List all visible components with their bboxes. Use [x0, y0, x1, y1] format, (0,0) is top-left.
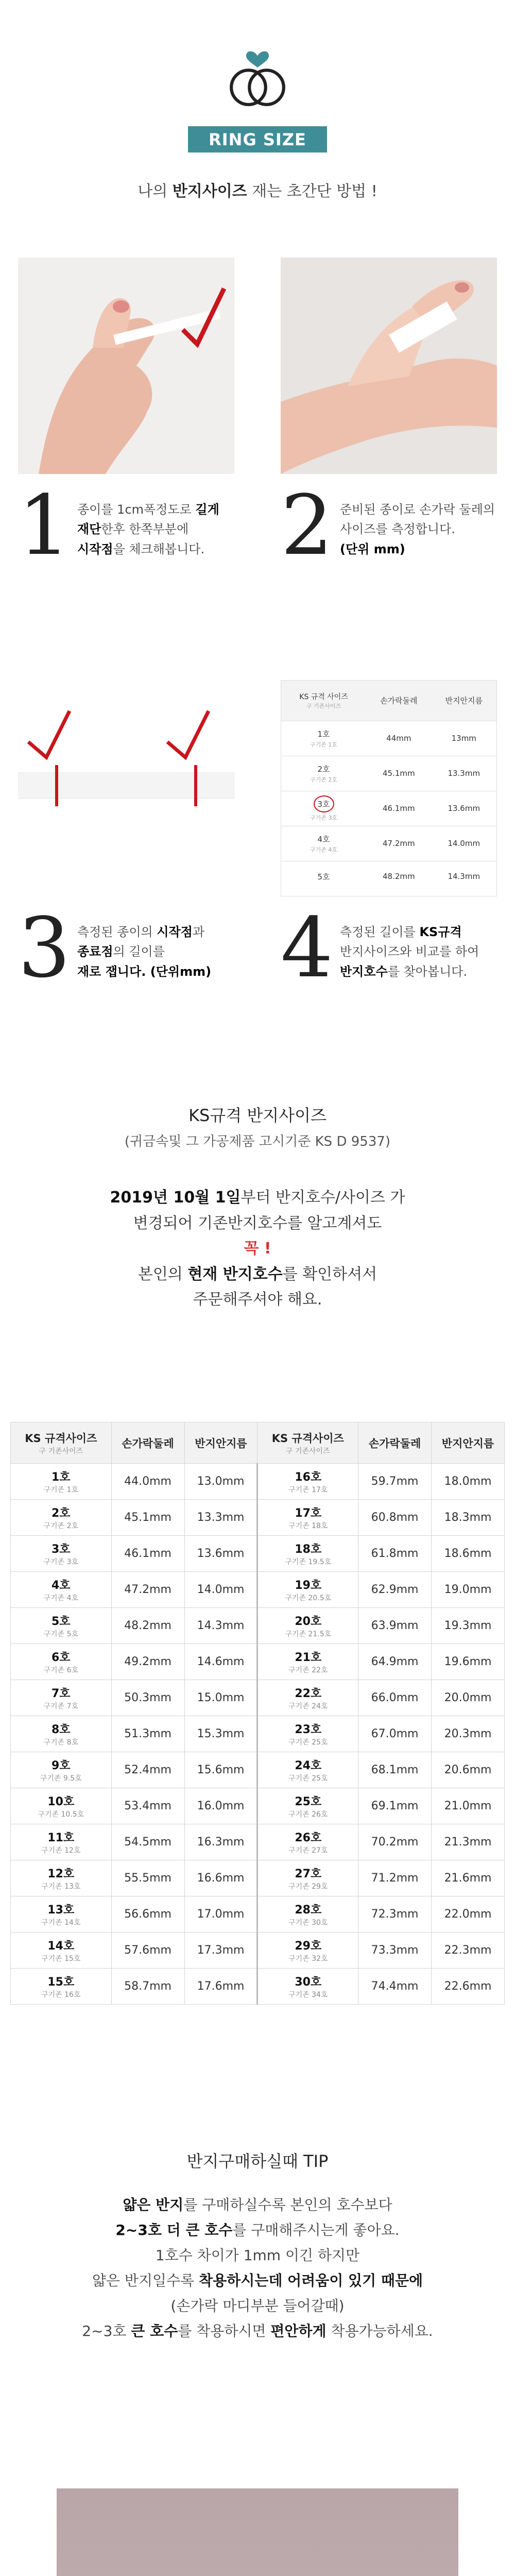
size-cell: 28호 구기존 30호	[258, 1896, 358, 1933]
diameter-cell: 19.3mm	[432, 1608, 505, 1644]
header-inner-diameter: 반지안지름	[432, 1422, 505, 1464]
size-cell: 6호 구기존 6호	[11, 1644, 112, 1680]
hand-with-paper-strip-image	[18, 258, 234, 474]
circumference-cell: 63.9mm	[358, 1608, 432, 1644]
size-cell: 29호 구기존 32호	[258, 1933, 358, 1969]
mini-header-diam: 반지안지름	[432, 681, 496, 721]
size-cell: 1호 구기존 1호	[11, 1464, 112, 1500]
size-cell: 14호 구기존 15호	[11, 1933, 112, 1969]
diameter-cell: 13.3mm	[184, 1500, 258, 1536]
diameter-cell: 15.6mm	[184, 1752, 258, 1788]
diameter-cell: 13.6mm	[184, 1536, 258, 1572]
step4-text: 측정된 길이를 KS규격 반지사이즈와 비교를 하여 반지호수를 찾아봅니다.	[340, 925, 479, 979]
diameter-cell: 15.3mm	[184, 1716, 258, 1752]
circumference-cell: 54.5mm	[111, 1824, 184, 1860]
size-cell: 27호 구기존 29호	[258, 1860, 358, 1896]
table-row	[11, 1464, 505, 1500]
size-cell: 3호 구기존 3호	[11, 1536, 112, 1572]
size-cell: 26호 구기존 27호	[258, 1824, 358, 1860]
step3-text: 측정된 종이의 시작점과 종료점의 길이를 재로 잽니다. (단위mm)	[77, 925, 212, 979]
table-row	[11, 1933, 505, 1969]
step3-photo	[18, 680, 234, 896]
diameter-cell: 18.0mm	[432, 1464, 505, 1500]
mini-row: 1호 구기존 1호 44mm 13mm	[281, 721, 496, 756]
circumference-cell: 56.6mm	[111, 1896, 184, 1933]
finger-wrapped-paper-image	[281, 258, 497, 474]
circumference-cell: 66.0mm	[358, 1680, 432, 1716]
circumference-cell: 47.2mm	[111, 1572, 184, 1608]
size-cell: 15호 구기존 16호	[11, 1969, 112, 2005]
header-ks-size: KS 규격사이즈 구 기존사이즈	[258, 1422, 358, 1464]
table-row	[11, 1572, 505, 1608]
step4-number: 4	[281, 900, 333, 996]
circumference-cell: 59.7mm	[358, 1464, 432, 1500]
circumference-cell: 64.9mm	[358, 1644, 432, 1680]
table-row	[11, 1788, 505, 1824]
size-cell: 11호 구기존 12호	[11, 1824, 112, 1860]
mini-size-table	[281, 681, 496, 892]
circumference-cell: 55.5mm	[111, 1860, 184, 1896]
circumference-cell: 44.0mm	[111, 1464, 184, 1500]
diameter-cell: 18.3mm	[432, 1500, 505, 1536]
table-row	[11, 1752, 505, 1788]
diameter-cell: 18.6mm	[432, 1536, 505, 1572]
size-cell: 5호 구기존 5호	[11, 1608, 112, 1644]
tip-text: 얇은 반지를 구매하실수록 본인의 호수보다 2~3호 더 큰 호수를 구매해주시는게 좋아요. 1호수 차이가 1mm 이긴 하지만 얇은 반지일수록 착용하시는데 어려움이 있기 때문에 (손가락 마디부분 들어갈때) 2~3호 큰 호수를 착용하시면 편안하게 착용가능하세요.	[82, 2196, 433, 2340]
ks-subtitle: (귀금속및 그 가공제품 고시기준 KS D 9537)	[124, 1134, 391, 1149]
size-cell: 17호 구기존 18호	[258, 1500, 358, 1536]
table-row	[11, 1644, 505, 1680]
size-cell: 19호 구기존 20.5호	[258, 1572, 358, 1608]
circumference-cell: 69.1mm	[358, 1788, 432, 1824]
diameter-cell: 19.0mm	[432, 1572, 505, 1608]
table-row	[11, 1500, 505, 1536]
table-header-row	[11, 1422, 505, 1464]
circumference-cell: 52.4mm	[111, 1752, 184, 1788]
step4-mini-table	[281, 680, 497, 896]
size-cell: 23호 구기존 25호	[258, 1716, 358, 1752]
mini-row: 2호 구기존 2호 45.1mm 13.3mm	[281, 756, 496, 791]
table-row	[11, 1969, 505, 2005]
circumference-cell: 51.3mm	[111, 1716, 184, 1752]
table-row	[11, 1608, 505, 1644]
size-cell: 20호 구기존 21.5호	[258, 1608, 358, 1644]
size-cell: 8호 구기존 8호	[11, 1716, 112, 1752]
step1-number: 1	[18, 477, 71, 573]
mini-row: 4호 구기존 4호 47.2mm 14.0mm	[281, 826, 496, 861]
size-cell: 18호 구기존 19.5호	[258, 1536, 358, 1572]
diameter-cell: 16.0mm	[184, 1788, 258, 1824]
step2-text: 준비된 종이로 손가락 둘레의 사이즈를 측정합니다. (단위 mm)	[340, 502, 495, 556]
diameter-cell: 22.3mm	[432, 1933, 505, 1969]
diameter-cell: 20.0mm	[432, 1680, 505, 1716]
diameter-cell: 20.6mm	[432, 1752, 505, 1788]
circumference-cell: 48.2mm	[111, 1608, 184, 1644]
diameter-cell: 21.0mm	[432, 1788, 505, 1824]
hands-rings-image	[57, 2488, 458, 2576]
highlight-circle: 3호	[314, 795, 334, 812]
circumference-cell: 58.7mm	[111, 1969, 184, 2005]
table-row	[11, 1860, 505, 1896]
tip-title: 반지구매하실때 TIP	[186, 2151, 329, 2171]
circumference-cell: 74.4mm	[358, 1969, 432, 2005]
ks-title: KS규격 반지사이즈	[188, 1106, 327, 1125]
table-row	[11, 1536, 505, 1572]
circumference-cell: 45.1mm	[111, 1500, 184, 1536]
diameter-cell: 16.3mm	[184, 1824, 258, 1860]
diameter-cell: 14.0mm	[184, 1572, 258, 1608]
diameter-cell: 17.6mm	[184, 1969, 258, 2005]
table-row	[11, 1896, 505, 1933]
circumference-cell: 60.8mm	[358, 1500, 432, 1536]
intro-text: 나의 반지사이즈 재는 초간단 방법 !	[138, 182, 377, 200]
circumference-cell: 62.9mm	[358, 1572, 432, 1608]
circumference-cell: 53.4mm	[111, 1788, 184, 1824]
circumference-cell: 46.1mm	[111, 1536, 184, 1572]
circumference-cell: 71.2mm	[358, 1860, 432, 1896]
header	[0, 0, 515, 201]
circumference-cell: 61.8mm	[358, 1536, 432, 1572]
diameter-cell: 14.3mm	[184, 1608, 258, 1644]
diameter-cell: 19.6mm	[432, 1644, 505, 1680]
step2-number: 2	[281, 477, 333, 573]
circumference-cell: 50.3mm	[111, 1680, 184, 1716]
table-row	[11, 1680, 505, 1716]
ks-size-table	[10, 1422, 505, 2005]
hands-with-rings-photo	[57, 2488, 458, 2576]
size-cell: 16호 구기존 17호	[258, 1464, 358, 1500]
size-cell: 4호 구기존 4호	[11, 1572, 112, 1608]
size-cell: 21호 구기존 22호	[258, 1644, 358, 1680]
diameter-cell: 22.6mm	[432, 1969, 505, 2005]
size-cell: 10호 구기존 10.5호	[11, 1788, 112, 1824]
diameter-cell: 17.0mm	[184, 1896, 258, 1933]
header-circumference: 손가락둘레	[111, 1422, 184, 1464]
mini-row-highlighted: 3호 구기존 3호 46.1mm 13.6mm	[281, 791, 496, 826]
size-cell: 25호 구기존 26호	[258, 1788, 358, 1824]
diameter-cell: 15.0mm	[184, 1680, 258, 1716]
diameter-cell: 20.3mm	[432, 1716, 505, 1752]
header-circumference: 손가락둘레	[358, 1422, 432, 1464]
header-inner-diameter: 반지안지름	[184, 1422, 258, 1464]
mini-row: 5호 48.2mm 14.3mm	[317, 872, 480, 882]
diameter-cell: 17.3mm	[184, 1933, 258, 1969]
mini-header-circ: 손가락둘레	[366, 681, 431, 721]
circumference-cell: 73.3mm	[358, 1933, 432, 1969]
size-cell: 24호 구기존 25호	[258, 1752, 358, 1788]
diameter-cell: 13.0mm	[184, 1464, 258, 1500]
circumference-cell: 67.0mm	[358, 1716, 432, 1752]
step1-photo	[18, 258, 234, 474]
size-cell: 2호 구기존 2호	[11, 1500, 112, 1536]
header-ks-size: KS 규격사이즈 구 기존사이즈	[11, 1422, 112, 1464]
size-cell: 9호 구기존 9.5호	[11, 1752, 112, 1788]
table-row	[11, 1824, 505, 1860]
ks-notice: 2019년 10월 1일부터 반지호수/사이즈 가 변경되어 기존반지호수를 알고계셔도 꼭 ! 본인의 현재 반지호수를 확인하셔서 주문해주셔야 해요.	[110, 1189, 405, 1309]
circumference-cell: 49.2mm	[111, 1644, 184, 1680]
size-cell: 22호 구기존 24호	[258, 1680, 358, 1716]
diameter-cell: 14.6mm	[184, 1644, 258, 1680]
size-cell: 13호 구기존 14호	[11, 1896, 112, 1933]
step3-number: 3	[18, 900, 71, 996]
paper-strip-markers-image	[18, 680, 234, 896]
circumference-cell: 70.2mm	[358, 1824, 432, 1860]
ring-size-banner: RING SIZE	[188, 126, 327, 152]
step2-photo	[281, 258, 497, 474]
circumference-cell: 72.3mm	[358, 1896, 432, 1933]
mini-header-ks: KS 규격 사이즈 구 기존사이즈	[281, 681, 366, 721]
circumference-cell: 68.1mm	[358, 1752, 432, 1788]
step1-text: 종이를 1cm폭정도로 길게 재단한후 한쪽부분에 시작점을 체크해봅니다.	[77, 502, 219, 556]
rings-heart-icon	[219, 39, 296, 111]
size-cell: 30호 구기존 34호	[258, 1969, 358, 2005]
circumference-cell: 57.6mm	[111, 1933, 184, 1969]
table-body	[11, 1464, 505, 2005]
diameter-cell: 22.0mm	[432, 1896, 505, 1933]
diameter-cell: 21.6mm	[432, 1860, 505, 1896]
size-cell: 7호 구기존 7호	[11, 1680, 112, 1716]
diameter-cell: 16.6mm	[184, 1860, 258, 1896]
table-row	[11, 1716, 505, 1752]
diameter-cell: 21.3mm	[432, 1824, 505, 1860]
size-cell: 12호 구기존 13호	[11, 1860, 112, 1896]
